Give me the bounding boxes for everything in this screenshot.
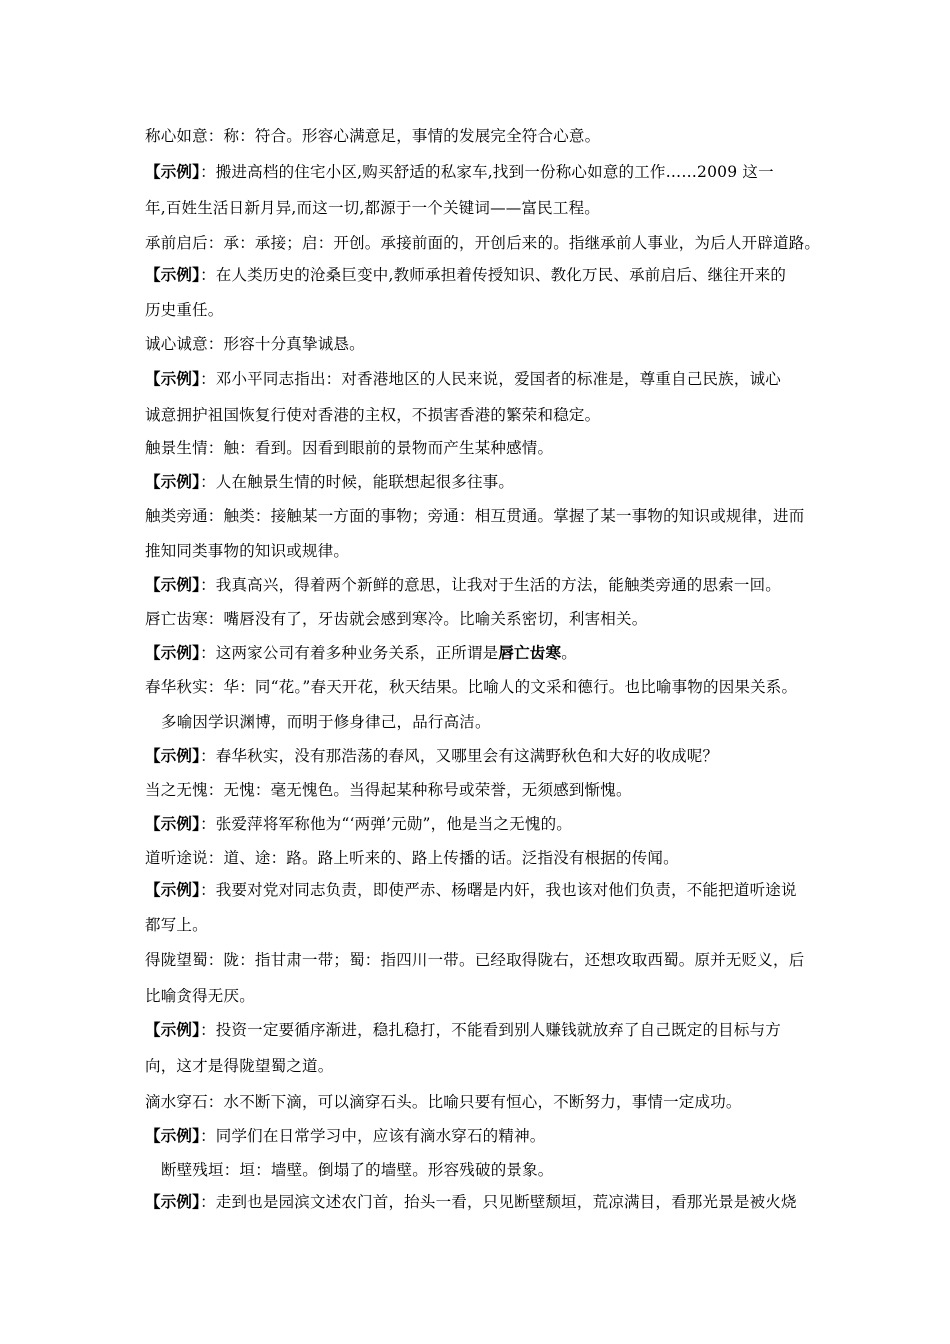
line-text: ：我真高兴，得着两个新鲜的意思，让我对于生活的方法，能触类旁通的思索一回。 [200,576,781,594]
line-text: 都写上。 [145,916,208,934]
entry-chujingshengqing-definition [145,438,553,458]
line-text: 诚意拥护祖国恢复行使对香港的主权，不损害香港的繁荣和稳定。 [145,406,601,424]
line-text: ：走到也是园滨文述农门首，抬头一看，只见断壁颓垣，荒凉满目，看那光景是被火烧 [200,1193,797,1211]
entry-chunhuaqiushi-example [145,746,718,766]
entry-duanbicanyuan-definition [161,1160,554,1180]
line-text: 触类旁通：触类：接触某一方面的事物；旁通：相互贯通。掌握了某一事物的知识或规律，进而 [145,507,805,525]
entry-chenxinruyi-example-cont [145,198,600,218]
entry-chengxinchengyi-example [145,369,781,389]
entry-delongwangshu-definition-cont [145,986,255,1006]
line-text: 历史重任。 [145,301,224,319]
line-text: ：在人类历史的沧桑巨变中,教师承担着传授知识、教化万民、承前启后、继往开来的 [200,266,787,284]
line-text: 。 [561,644,577,662]
example-label: 【示例】 [145,162,201,181]
entry-chengqianqihou-example [145,265,786,285]
entry-chuleipangtong-definition-cont [145,541,349,561]
line-text: ：投资一定要循序渐进，稳扎稳打，不能看到别人赚钱就放弃了自己既定的目标与方 [200,1021,781,1039]
example-label: 【示例】 [145,814,201,833]
line-text: 春华秋实：华：同“花。”春天开花，秋天结果。比喻人的文采和德行。也比喻事物的因果关系。 [145,678,798,696]
entry-daotingtushuo-example-cont [145,915,208,935]
line-text: ：搬进高档的住宅小区,购买舒适的私家车,找到一份称心如意的工作……2009 这一 [200,163,774,181]
entry-chunwangchihan-example [145,643,577,663]
entry-chujingshengqing-example [145,472,514,492]
line-text: 唇亡齿寒：嘴唇没有了，牙齿就会感到寒冷。比喻关系密切，利害相关。 [145,610,648,628]
line-text: 年,百姓生活日新月异,而这一切,都源于一个关键词——富民工程。 [145,199,600,217]
line-text: 承前启后：承：承接；启：开创。承接前面的，开创后来的。指继承前人事业，为后人开辟道路。 [145,234,821,252]
line-text: 多喻因学识渊博，而明于修身律己，品行高洁。 [161,713,491,731]
entry-daotingtushuo-example [145,880,797,900]
example-label: 【示例】 [145,880,201,899]
entry-dangzhiwukui-definition [145,780,632,800]
line-text: 诚心诚意：形容十分真挚诚恳。 [145,335,365,353]
line-text: 当之无愧：无愧：毫无愧色。当得起某种称号或荣誉，无须感到惭愧。 [145,781,632,799]
entry-chengxinchengyi-definition [145,334,365,354]
entry-chuleipangtong-example [145,575,781,595]
entry-chunwangchihan-definition [145,609,647,629]
entry-dishuichuanshi-definition [145,1092,742,1112]
example-label: 【示例】 [145,1126,201,1145]
example-label: 【示例】 [145,643,201,662]
entry-chengqianqihou-example-cont [145,300,224,320]
line-text: ：同学们在日常学习中，应该有滴水穿石的精神。 [200,1127,546,1145]
line-text: ：这两家公司有着多种业务关系，正所谓是 [200,644,499,662]
entry-chuleipangtong-definition [145,506,804,526]
example-label: 【示例】 [145,472,201,491]
entry-duanbicanyuan-example [145,1192,797,1212]
line-text: ：春华秋实，没有那浩荡的春风，又哪里会有这满野秋色和大好的收成呢？ [200,747,719,765]
entry-dishuichuanshi-example [145,1126,545,1146]
line-text: ：我要对党对同志负责，即使严赤、杨曙是内奸，我也该对他们负责，不能把道听途说 [200,881,797,899]
line-text: 道听途说：道、途：路。路上听来的、路上传播的话。泛指没有根据的传闻。 [145,849,679,867]
entry-delongwangshu-example [145,1020,781,1040]
entry-chunhuaqiushi-definition [145,677,797,697]
line-text: 向，这才是得陇望蜀之道。 [145,1057,334,1075]
example-label: 【示例】 [145,746,201,765]
example-label: 【示例】 [145,1192,201,1211]
line-text: 得陇望蜀：陇：指甘肃一带；蜀：指四川一带。已经取得陇右，还想攻取西蜀。原并无贬义，后 [145,951,805,969]
line-text: ：邓小平同志指出：对香港地区的人民来说，爱国者的标准是，尊重自己民族，诚心 [200,370,781,388]
entry-delongwangshu-example-cont [145,1056,333,1076]
entry-chunhuaqiushi-definition-cont [161,712,491,732]
entry-delongwangshu-definition [145,950,804,970]
entry-chenxinruyi-definition [145,126,600,146]
line-text: ：人在触景生情的时候，能联想起很多往事。 [200,473,515,491]
line-text: 比喻贪得无厌。 [145,987,255,1005]
example-label: 【示例】 [145,369,201,388]
example-label: 【示例】 [145,1020,201,1039]
example-label: 【示例】 [145,265,201,284]
line-text: ：张爱萍将军称他为“‘两弹’元勋”，他是当之无愧的。 [200,815,572,833]
bold-idiom: 唇亡齿寒 [498,643,562,662]
line-text: 触景生情：触：看到。因看到眼前的景物而产生某种感情。 [145,439,554,457]
entry-daotingtushuo-definition [145,848,679,868]
entry-chengqianqihou-definition [145,233,820,253]
entry-chengxinchengyi-example-cont [145,405,600,425]
line-text: 推知同类事物的知识或规律。 [145,542,350,560]
line-text: 称心如意：称：符合。形容心满意足，事情的发展完全符合心意。 [145,127,601,145]
entry-dangzhiwukui-example [145,814,572,834]
entry-chenxinruyi-example [145,162,774,182]
line-text: 断壁残垣：垣：墙壁。倒塌了的墙壁。形容残破的景象。 [161,1161,554,1179]
line-text: 滴水穿石：水不断下滴，可以滴穿石头。比喻只要有恒心，不断努力，事情一定成功。 [145,1093,742,1111]
example-label: 【示例】 [145,575,201,594]
